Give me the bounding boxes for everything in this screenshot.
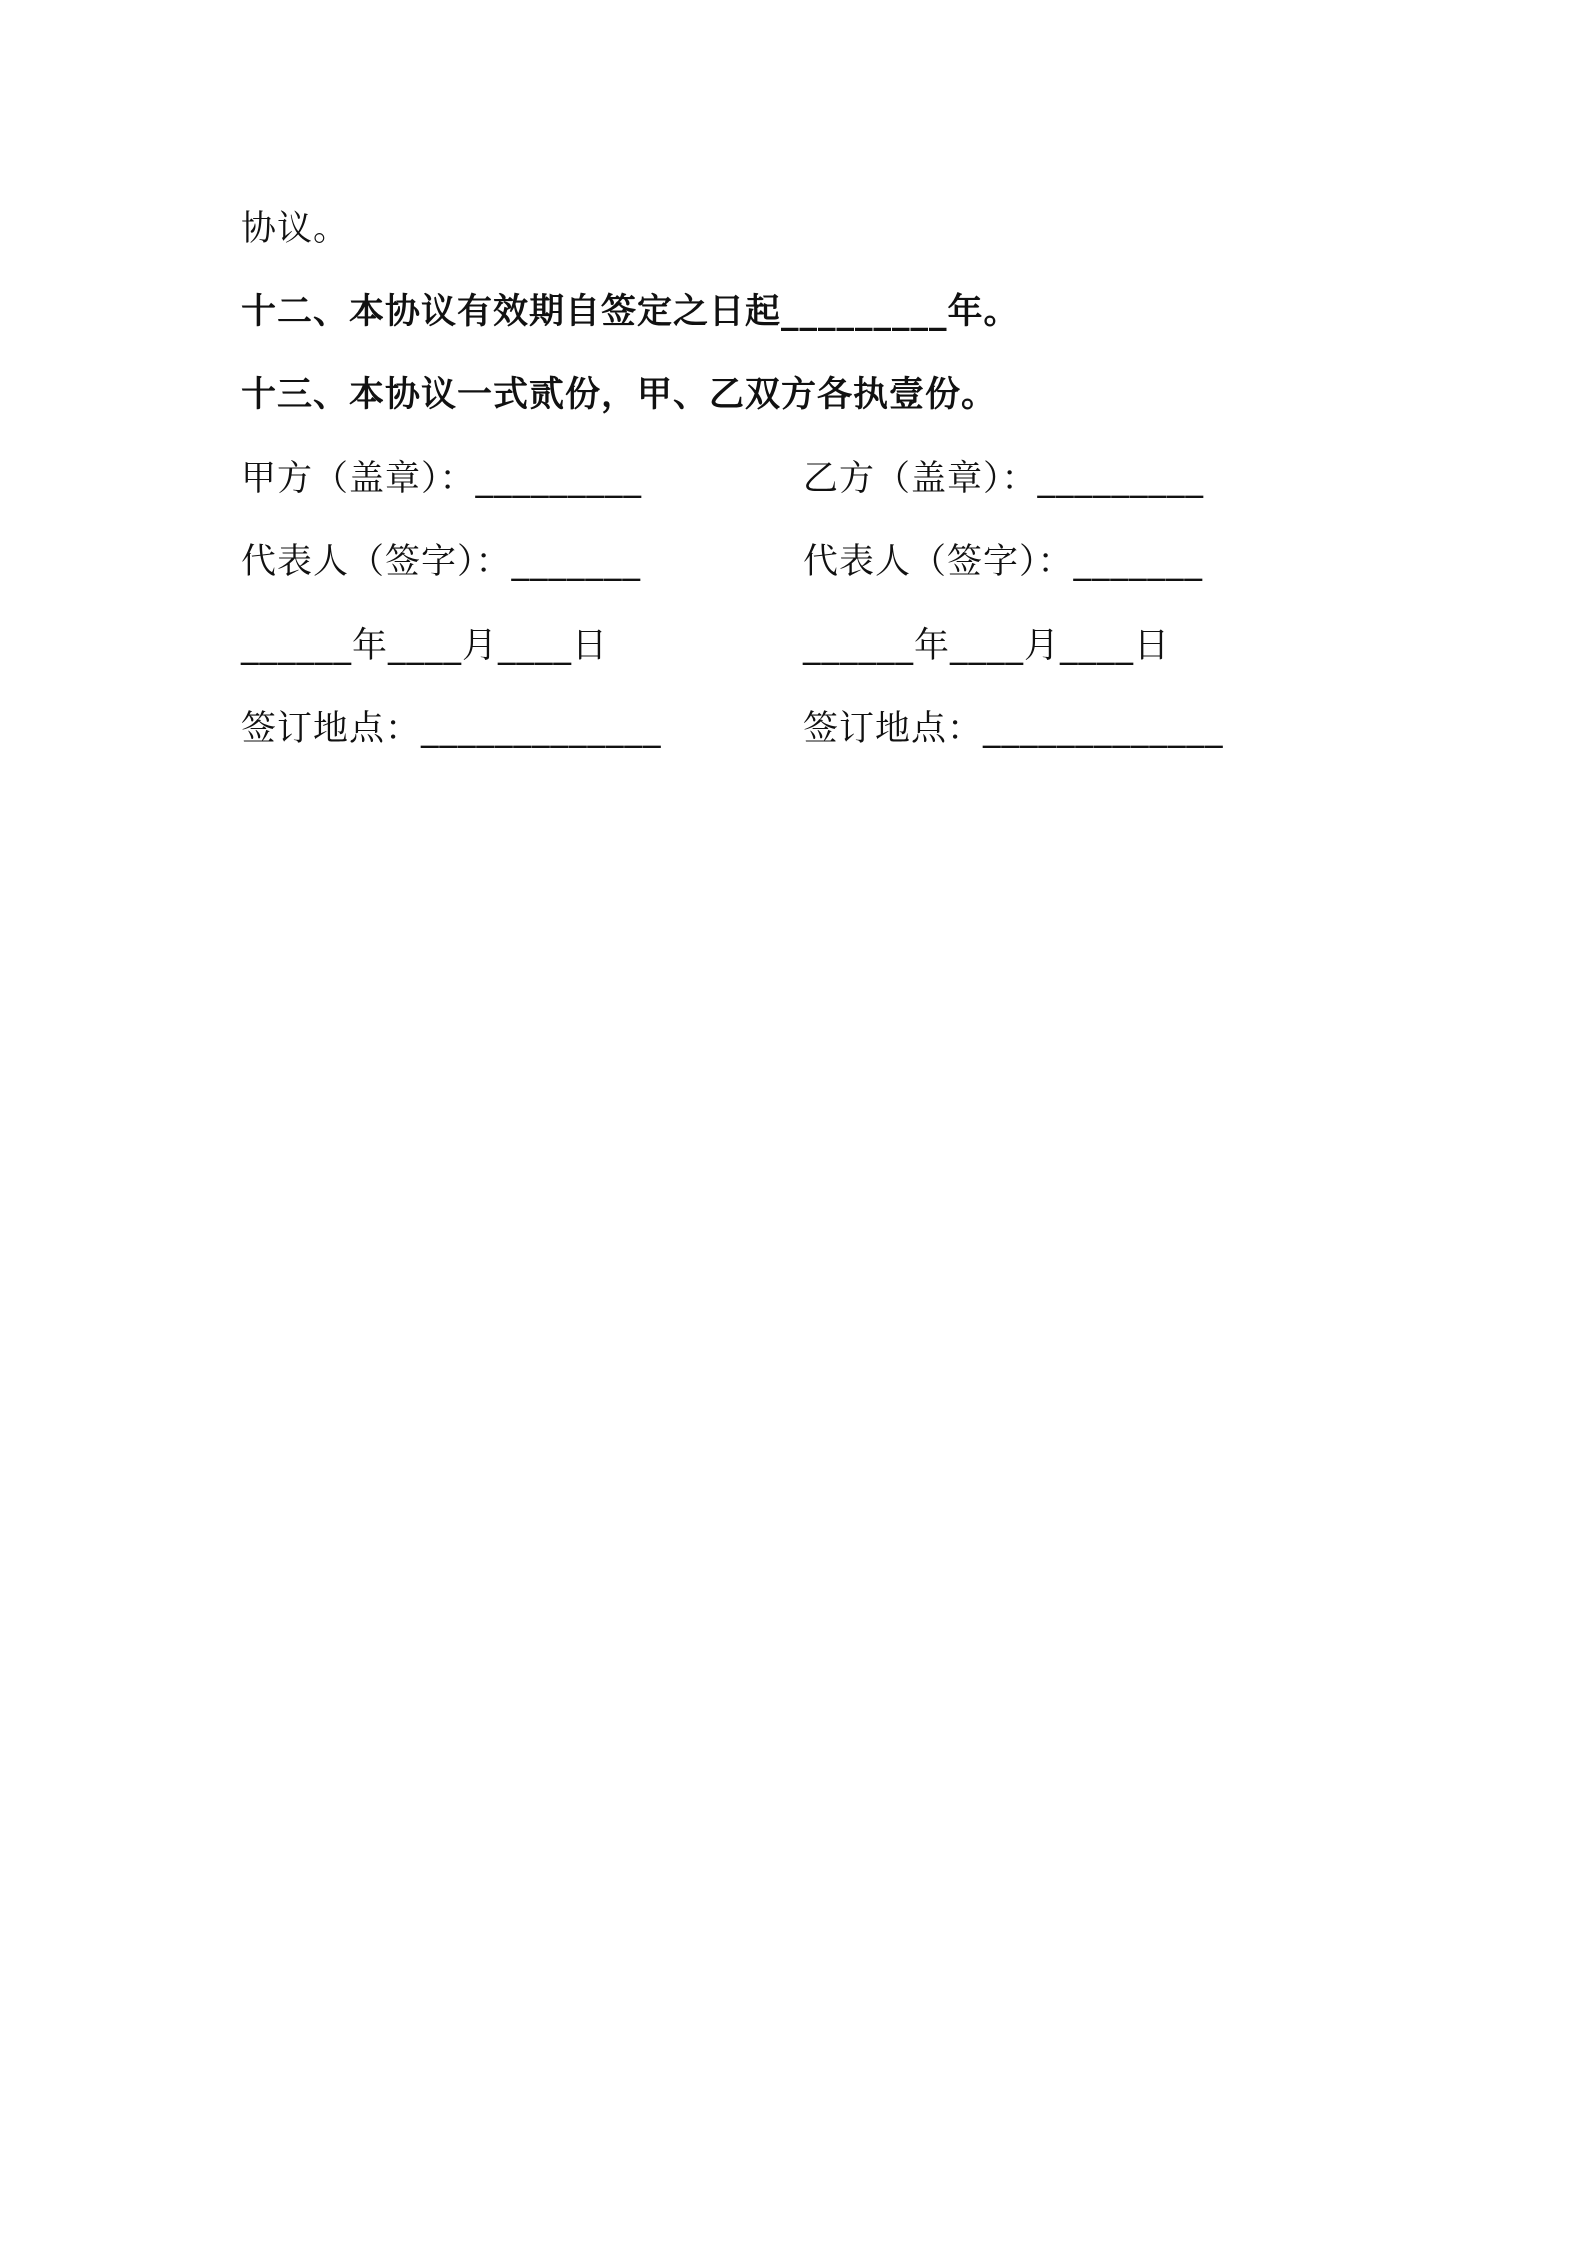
- party-a-representative-field: 代表人（签字）：_______: [241, 542, 642, 582]
- party-b-representative-field: 代表人（签字）：_______: [803, 542, 1204, 582]
- party-b-seal-field: 乙方（盖章）：_________: [803, 459, 1205, 499]
- party-b-date-field: ______年____月____日: [803, 626, 1171, 666]
- clause-12: 十二、本协议有效期自签定之日起_________年。: [241, 292, 1020, 332]
- party-a-place-field: 签订地点：_____________: [241, 709, 662, 749]
- clause-13: 十三、本协议一式贰份，甲、乙双方各执壹份。: [241, 375, 998, 415]
- party-b-place-field: 签订地点：_____________: [803, 709, 1224, 749]
- continuation-text: 协议。: [241, 209, 350, 249]
- party-a-seal-field: 甲方（盖章）：_________: [241, 459, 643, 499]
- party-a-date-field: ______年____月____日: [241, 626, 609, 666]
